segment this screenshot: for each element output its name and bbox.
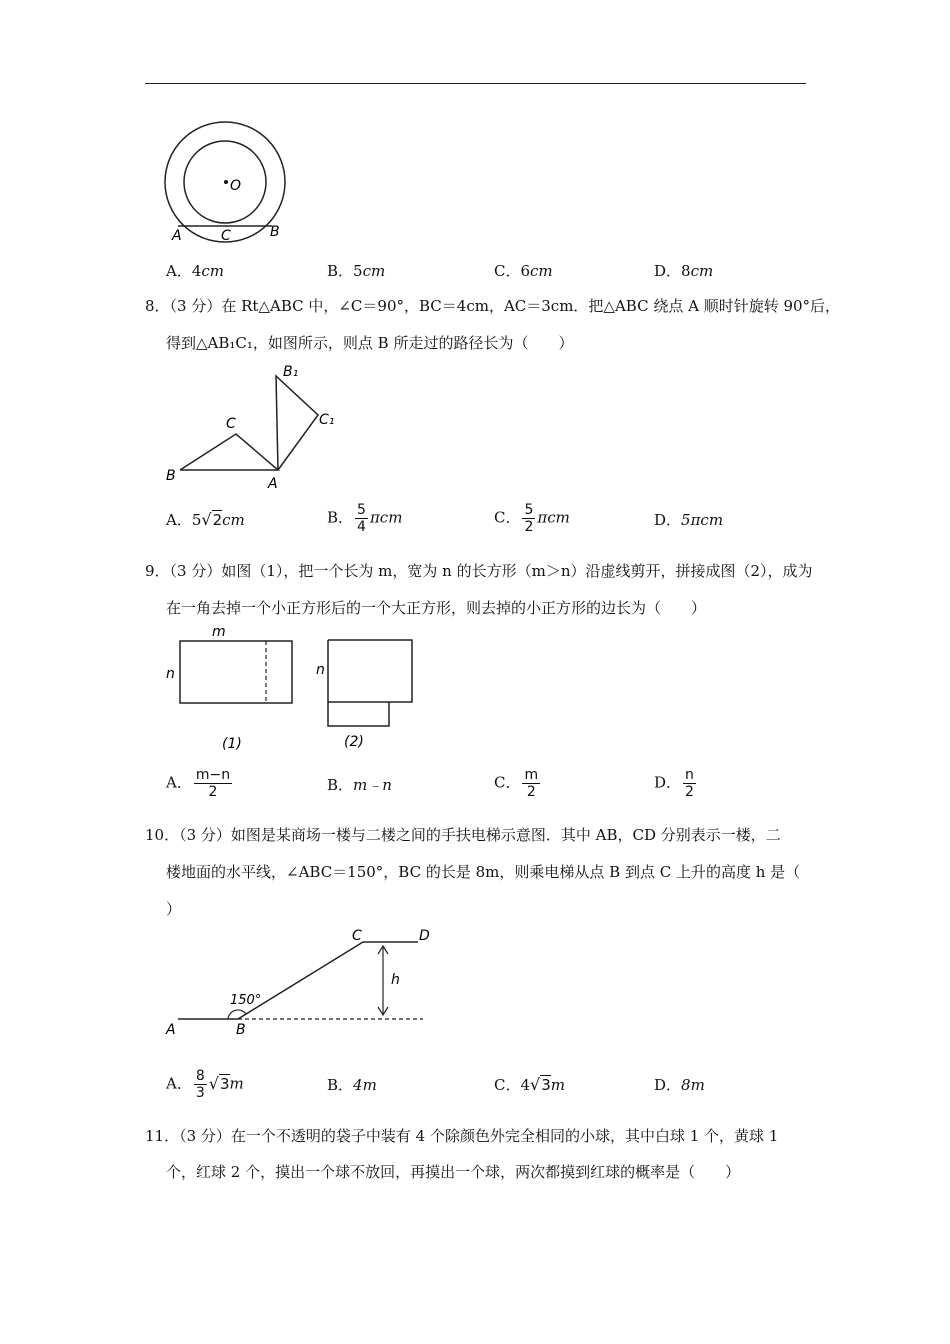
- q10-text-line2: 楼地面的水平线，∠ABC＝150°，BC 的长是 8m，则乘电梯从点 B 到点 C 上升的高度 h 是（: [166, 863, 801, 881]
- q9-text-line1: 9．（3 分）如图（1），把一个长为 m，宽为 n 的长方形（m＞n）沿虚线剪开，拼接成图（2），成为: [145, 562, 813, 580]
- label-m: m: [212, 624, 226, 640]
- label-c1: C₁: [319, 412, 335, 428]
- q10-option-a: A． $\frac{8}{3}$ √3m: [166, 1068, 244, 1101]
- label-n2: n: [316, 662, 325, 678]
- q11-text-line1: 11．（3 分）在一个不透明的袋子中装有 4 个除颜色外完全相同的小球，其中白球 1 个，黄球 1: [145, 1127, 779, 1145]
- label-c: C: [352, 928, 362, 944]
- q8-text-line2: 得到△AB₁C₁，如图所示，则点 B 所走过的路径长为（ ）: [166, 334, 574, 352]
- q10-text-line1: 10．（3 分）如图是某商场一楼与二楼之间的手扶电梯示意图．其中 AB，CD 分别表示一楼，二: [145, 826, 781, 844]
- q10-option-c: C．4√3m: [494, 1075, 566, 1094]
- label-a: A: [172, 228, 182, 244]
- header-rule: [145, 83, 806, 84]
- label-c: C: [221, 228, 231, 244]
- caption-2: (2): [344, 734, 364, 750]
- q7-circle-figure: [158, 118, 298, 248]
- label-a: A: [166, 1022, 176, 1038]
- q10-option-d: D．8m: [654, 1076, 705, 1094]
- q9-option-a: A． $\frac{m-n}{2}$: [166, 767, 231, 800]
- q10-text-line3: ）: [166, 900, 182, 918]
- label-b1: B₁: [283, 364, 299, 380]
- q7-option-d: D．8cm: [654, 262, 714, 280]
- label-b: B: [270, 224, 280, 240]
- triangle-abc: [180, 434, 278, 470]
- angle-label: 150°: [230, 993, 262, 1008]
- rectangle-1: [180, 641, 292, 703]
- q9-option-d: D． $\frac{n}{2}$: [654, 767, 694, 800]
- label-b: B: [166, 468, 176, 484]
- q9-option-b: B．m﹣n: [327, 776, 392, 794]
- q9-option-c: C． $\frac{m}{2}$: [494, 767, 539, 800]
- q8-option-c: C． $\frac{5}{2}$ πcm: [494, 502, 570, 535]
- q8-text-line1: 8．（3 分）在 Rt△ABC 中，∠C＝90°，BC＝4cm，AC＝3cm．把△ABC 绕点 A 顺时针旋转 90°后，: [145, 297, 841, 315]
- q10-option-b: B．4m: [327, 1076, 377, 1094]
- q8-rotation-figure: [158, 360, 358, 492]
- center-point: [224, 180, 228, 184]
- q8-option-d: D．5πcm: [654, 511, 724, 529]
- q10-escalator-figure: [158, 922, 443, 1040]
- label-o: O: [230, 178, 242, 194]
- q9-text-line2: 在一角去掉一个小正方形后的一个大正方形，则去掉的小正方形的边长为（ ）: [166, 599, 707, 617]
- q7-option-a: A．4cm: [166, 262, 225, 280]
- angle-arc: [228, 1010, 246, 1019]
- shape-2: [328, 640, 412, 726]
- q7-option-b: B．5cm: [327, 262, 386, 280]
- q9-rectangle-figure: [158, 622, 428, 757]
- label-b: B: [236, 1022, 246, 1038]
- label-a: A: [268, 476, 278, 492]
- triangle-ab1c1: [276, 376, 318, 470]
- label-n1: n: [166, 666, 175, 682]
- label-c: C: [226, 416, 236, 432]
- q8-option-b: B． $\frac{5}{4}$ πcm: [327, 502, 403, 535]
- caption-1: (1): [222, 736, 242, 752]
- q8-option-a: A．5√2cm: [166, 510, 245, 529]
- q11-text-line2: 个，红球 2 个，摸出一个球不放回，再摸出一个球，两次都摸到红球的概率是（ ）: [166, 1163, 741, 1181]
- q7-option-c: C．6cm: [494, 262, 553, 280]
- label-d: D: [419, 928, 430, 944]
- label-h: h: [391, 972, 400, 988]
